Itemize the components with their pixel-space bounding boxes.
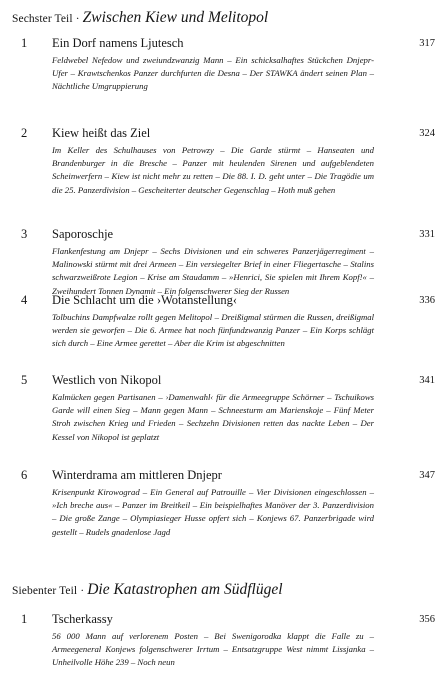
entry-summary: Tolbuchins Dampfwalze rollt gegen Melitopol – Dreißigmal stürmen die Russen, dreißigmal werden sie geworfen – Die 6. Armee hat noch fünfundzwanzig Panzer – Ein Korps schlägt sich durch – Eine Armee gerettet – Aber die Krim ist abgeschnitten	[52, 312, 374, 349]
part-label: Sechster Teil	[12, 13, 73, 25]
entry-summary: Feldwebel Nefedow und zweiundzwanzig Mann – Ein schicksalhaftes Stückchen Dnjepr-Ufer – Krawtschenkos Panzer durchfurten die Desna – Der STAWKA ändert seinen Plan – Nächtliche Umgruppierung	[52, 55, 374, 92]
separator-dot: ·	[80, 583, 85, 597]
entry-title[interactable]: Die Schlacht um die ›Wotanstellung‹	[52, 293, 238, 307]
entry-title[interactable]: Ein Dorf namens Ljutesch	[52, 36, 184, 50]
entry-title[interactable]: Winterdrama am mittleren Dnjepr	[52, 468, 222, 482]
entry-page-number: 336	[419, 295, 435, 306]
entry-page-number: 317	[419, 38, 435, 49]
entry-number: 1	[21, 612, 28, 626]
entry-number: 2	[21, 126, 28, 140]
entry-page-number: 341	[419, 375, 435, 386]
entry-page-number: 347	[419, 470, 435, 481]
entry-summary: 56 000 Mann auf verlorenem Posten – Bei Swenigorodka klappt die Falle zu – Armeegeneral Konjews folgenschwerer Irrtum – Entsatzgruppe West nimmt Lissjanka – Unheilvolle Höhe 239 – Noch neun	[52, 631, 374, 668]
entry-summary: Im Keller des Schulhauses von Petrowzy – Die Garde stürmt – Hanseaten und Brandenburger in die Bresche – Panzer mit heulenden Sirenen und aufgeblendeten Scheinwerfern – Kiew ist nicht mehr zu retten – Die 88. I. D. geht unter – Die Tragödie um die 25. Panzerdivision – Gescheiterter deutscher Gegenschlag – Hoth muß gehen	[52, 145, 374, 195]
entry-page-number: 324	[419, 128, 435, 139]
part-heading	[12, 582, 283, 598]
entry-title[interactable]: Saporoschje	[52, 227, 114, 241]
entry-number: 5	[21, 373, 28, 387]
entry-page-number: 331	[419, 229, 435, 240]
entry-number: 4	[21, 293, 28, 307]
entry-summary: Kalmücken gegen Partisanen – ›Damenwahl‹ für die Armeegruppe Schörner – Tschuikows Garde will einen Sieg – Mann gegen Mann – Schneesturm am Marienskoje – Fünf Meter Stroh zwischen Krieg und Frieden – Sechzehn Divisionen retten das nackte Leben – Der Kessel von Nikopol ist geplatzt	[52, 392, 374, 442]
part-heading	[12, 10, 268, 26]
entry-title[interactable]: Kiew heißt das Ziel	[52, 126, 151, 140]
part-label: Siebenter Teil	[12, 585, 78, 597]
entry-summary: Flankenfestung am Dnjepr – Sechs Divisionen und ein schweres Panzerjägerregiment – Malinowski stürmt mit drei Armeen – Ein versiegelter Brief in einer Fliegertasche – Stalins schwarzweißrote Legion – Krise am Staudamm – »Henrici, Sie spielen mit Ihrem Kopf!« – Zweihundert Tonnen Dynamit – Ein folgenschwerer Sieg der Russen	[52, 246, 374, 296]
entry-title[interactable]: Westlich von Nikopol	[52, 373, 162, 387]
part-title: Die Katastrophen am Südflügel	[87, 581, 283, 598]
entry-summary: Krisenpunkt Kirowograd – Ein General auf Patrouille – Vier Divisionen eingeschlossen – »Ich breche aus« – Panzer im Breitkeil – Ein beispielhaftes Manöver der 3. Panzerdivision – Die große Zange – Olympiasieger Husse opfert sich – Konjews 67. Panzerbrigade wird gestellt – Rudels gnadenlose Jagd	[52, 487, 374, 537]
entry-number: 1	[21, 36, 28, 50]
entry-number: 6	[21, 468, 28, 482]
entry-title[interactable]: Tscherkassy	[52, 612, 113, 626]
entry-page-number: 356	[419, 614, 435, 625]
separator-dot: ·	[75, 11, 80, 25]
part-title: Zwischen Kiew und Melitopol	[82, 9, 269, 26]
entry-number: 3	[21, 227, 28, 241]
